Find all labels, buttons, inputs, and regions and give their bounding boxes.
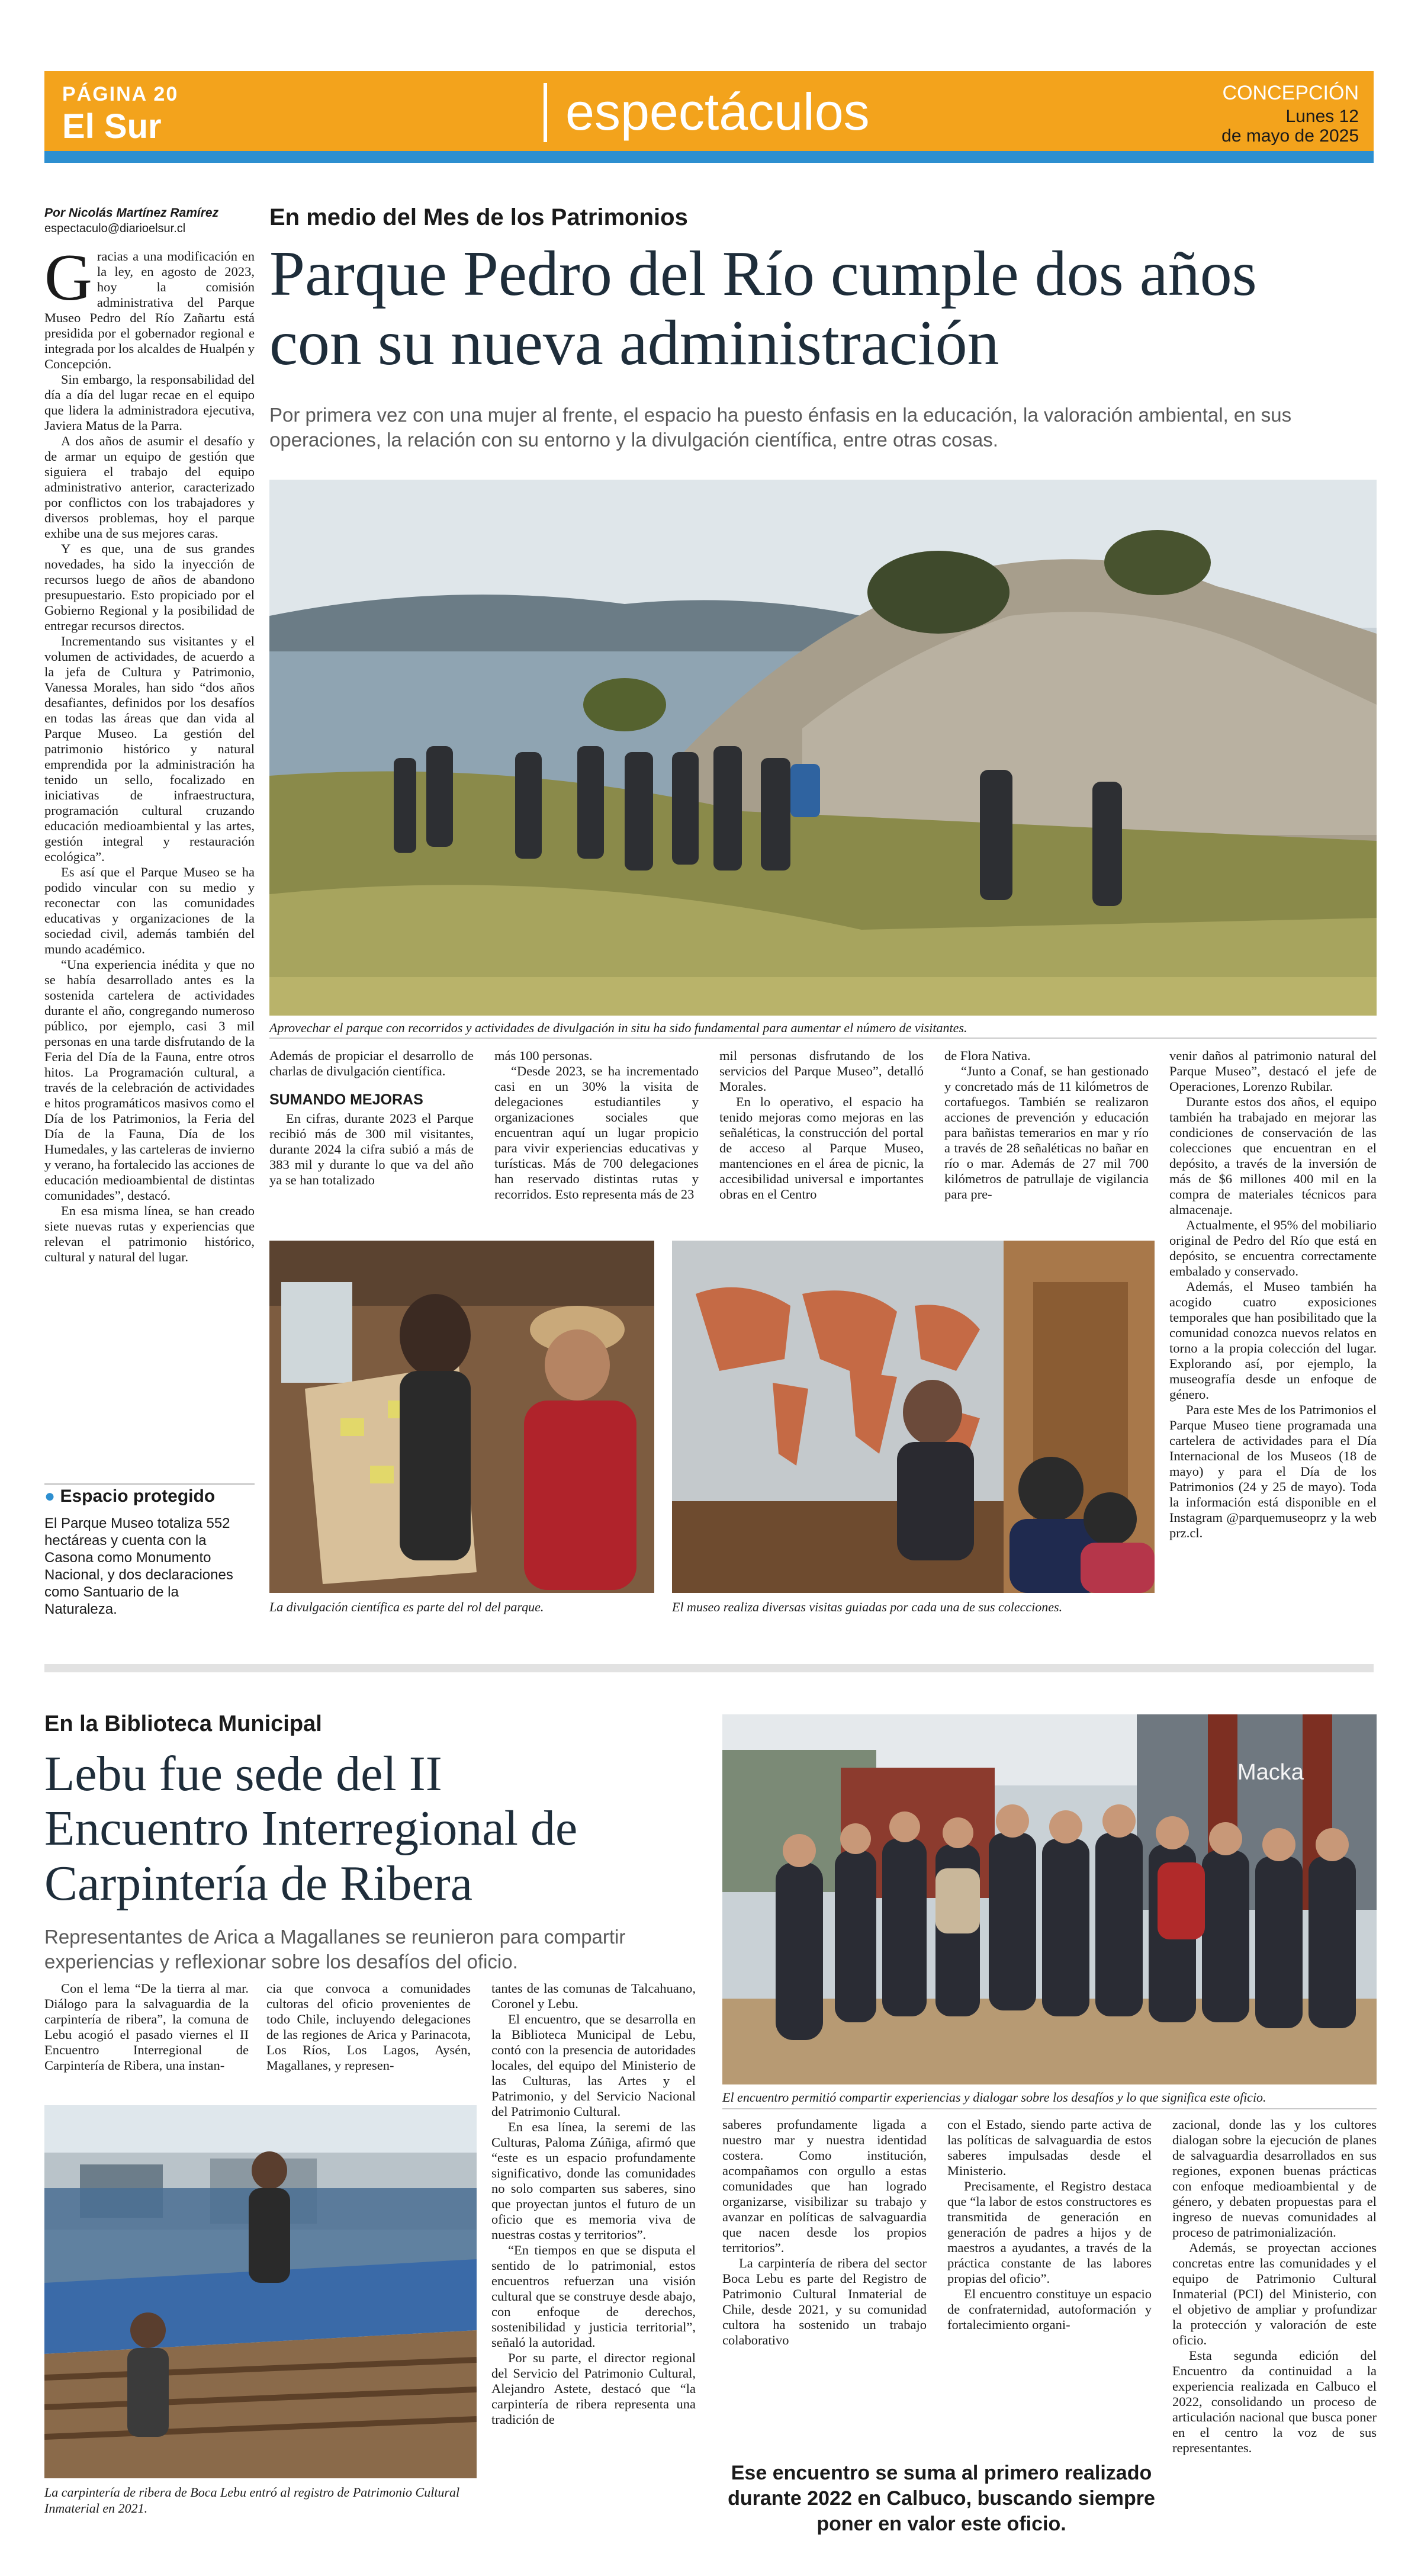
article2-deck: Representantes de Arica a Magallanes se reunieron para compartir experiencias y reflexionar sobre los desafíos del oficio. <box>44 1926 626 1973</box>
byline-email: espectaculo@diarioelsur.cl <box>44 222 186 235</box>
park-photo-illustration <box>269 480 1377 1016</box>
article2-colA <box>44 1981 249 2073</box>
article1-col4 <box>719 1048 924 1202</box>
boat-photo-illustration <box>44 2105 477 2478</box>
headline-line-1: Lebu fue sede del II <box>44 1746 442 1801</box>
paragraph: Además, se proyectan acciones concretas entre las comunidades y el equipo de Patrimonio Cultural Inmaterial (PCI) del Ministerio, con el objetivo de ampliar y profundizar la protección y valoración de este oficio. <box>1172 2240 1377 2347</box>
photo1-caption: Aprovechar el parque con recorridos y actividades de divulgación in situ ha sido fundamental para aumentar el número de visitantes. <box>269 1020 967 1035</box>
paragraph: Además de propiciar el desarrollo de charlas de divulgación científica. <box>269 1048 474 1078</box>
paragraph: El encuentro constituye un espacio de confraternidad, autoformación y fortalecimiento organi- <box>947 2286 1152 2332</box>
header-blue-stripe <box>44 151 1374 163</box>
caption-rule <box>269 1038 1377 1039</box>
photo-boat-carpentry <box>44 2105 477 2478</box>
section-title: espectáculos <box>565 82 870 141</box>
caption-rule <box>722 2108 1377 2109</box>
paragraph: Además, el Museo también ha acogido cuatro exposiciones temporales que han posibilitado que la comunidad conozca nuevos relatos en torno a la propia colección del lugar. Explorando así, por ejemplo, la museografía desde un enfoque de género. <box>1169 1279 1377 1402</box>
box-text: El Parque Museo totaliza 552 hectáreas y cuenta con la Casona como Monumento Nacional, y dos declaraciones como Santuario de la Naturaleza. <box>44 1515 233 1617</box>
paragraph: Por su parte, el director regional del Servicio del Patrimonio Cultural, Alejandro Astete, destacó que “la carpintería de ribera representa una tradición de <box>491 2350 696 2427</box>
photo2-caption: La divulgación científica es parte del rol del parque. <box>269 1599 544 1614</box>
box-title-text: Espacio protegido <box>60 1486 216 1506</box>
article1-col2 <box>269 1048 474 1188</box>
box-divider <box>44 1483 255 1485</box>
paragraph: cia que convoca a comunidades cultoras del oficio provenientes de todo Chile, incluyendo delegaciones de las regiones de Arica y Parinacota, Los Ríos, Los Lagos, Aysén, Magallanes, y represen- <box>266 1981 471 2073</box>
paragraph: En lo operativo, el espacio ha tenido mejoras como mejoras en las señaléticas, la construcción del portal de acceso al Parque Museo, mantenciones en el área de picnic, la accesibilidad universal e importantes obras en el Centro <box>719 1094 924 1202</box>
paragraph: venir daños al patrimonio natural del Parque Museo”, destacó el jefe de Operaciones, Lorenzo Rubilar. <box>1169 1048 1377 1094</box>
paragraph: Con el lema “De la tierra al mar. Diálogo para la salvaguardia de la carpintería de ribera”, la comuna de Lebu acogió el pasado viernes el II Encuentro Interregional de Carpintería de Ribera, una instan- <box>44 1981 249 2073</box>
paragraph: A dos años de asumir el desafío y de armar un equipo de gestión que siguiera el trabajo del equipo administrativo anterior, caracterizado por conflictos con los trabajadores y diversos problemas, hoy el parque exhibe una de sus mejores caras. <box>44 433 255 541</box>
city-label: CONCEPCIÓN <box>1222 82 1359 104</box>
photo5-caption: La carpintería de ribera de Boca Lebu entró al registro de Patrimonio Cultural Inmaterial en 2021. <box>44 2485 460 2516</box>
box-title <box>44 1486 215 1507</box>
paragraph: tantes de las comunas de Talcahuano, Coronel y Lebu. <box>491 1981 696 2011</box>
article2-colD <box>722 2117 927 2348</box>
paragraph: Incrementando sus visitantes y el volumen de actividades, de acuerdo a la jefa de Cultura y Patrimonio, Vanessa Morales, han sido “dos años desafiantes, definidos por los desafíos en todas las áreas que dan vida al Parque Museo. La gestión del patrimonio histórico y natural emprendida por la administración ha tenido un sello, focalizado en iniciativas de infraestructura, programación cultural cruzando educación medioambiental y las artes, gestión integral y restauración ecológica”. <box>44 634 255 864</box>
page-number: PÁGINA 20 <box>62 83 179 105</box>
article1-col1 <box>44 241 255 1265</box>
paragraph: con el Estado, siendo parte activa de las políticas de salvaguardia de estos saberes impulsadas desde el Ministerio. <box>947 2117 1152 2178</box>
science-photo-illustration <box>269 1241 654 1593</box>
headline-line-1: Parque Pedro del Río cumple dos años <box>269 239 1257 309</box>
photo-science-outreach <box>269 1241 654 1593</box>
photo4-caption: El encuentro permitió compartir experiencias y dialogar sobre los desafíos y lo que significa este oficio. <box>722 2090 1266 2105</box>
paragraph: El encuentro, que se desarrolla en la Biblioteca Municipal de Lebu, contó con la presencia de autoridades locales, del equipo del Ministerio de las Culturas, las Artes y el Patrimonio, y del Servicio Nacional del Patrimonio Cultural. <box>491 2012 696 2119</box>
pull-quote: Ese encuentro se suma al primero realizado durante 2022 en Calbuco, buscando siempre poner en valor este oficio. <box>728 2462 1155 2535</box>
paragraph: mil personas disfrutando de los servicios del Parque Museo”, detalló Morales. <box>719 1048 924 1094</box>
article2-colE <box>947 2117 1152 2333</box>
headline-line-2: con su nueva administración <box>269 307 999 378</box>
header-separator <box>544 83 547 142</box>
paragraph: “En tiempos en que se disputa el sentido de lo patrimonial, estos encuentros refuerzan una visión cultural que se construye desde abajo, con enfoque de derechos, sostenibilidad y justicia territorial”, señaló la autoridad. <box>491 2243 696 2350</box>
photo3-caption: El museo realiza diversas visitas guiadas por cada una de sus colecciones. <box>672 1599 1063 1614</box>
article2-colC <box>491 1981 696 2427</box>
article-divider <box>44 1664 1374 1672</box>
article2-kicker: En la Biblioteca Municipal <box>44 1711 322 1736</box>
paragraph: zacional, donde las y los cultores dialogan sobre la ejecución de planes de salvaguardia desarrollados en sus regiones, exponen buenas prácticas con enfoque medioambiental y de género, y debaten propuestas para el ingreso de nuevas comunidades al proceso de patrimonialización. <box>1172 2117 1377 2240</box>
article2-colF <box>1172 2117 1377 2456</box>
paragraph: Esta segunda edición del Encuentro da continuidad a la experiencia realizada en Calbuco el 2022, consolidando un proceso de articulación nacional que busca poner en el centro la voz de sus representantes. <box>1172 2348 1377 2455</box>
headline-line-3: Carpintería de Ribera <box>44 1855 473 1911</box>
article1-headline <box>269 240 1377 378</box>
paragraph: Para este Mes de los Patrimonios el Parque Museo tiene programada una cartelera de actividades para el Día Internacional de los Museos (18 de mayo) y para el Día de los Patrimonios (24 y 25 de mayo). Toda la información está disponible en el Instagram @parquemuseoprz y la web prz.cl. <box>1169 1402 1377 1540</box>
date-month-year: de mayo de 2025 <box>1221 126 1359 146</box>
article1-col6 <box>1169 1048 1377 1541</box>
article1-col3 <box>494 1048 699 1202</box>
paragraph: saberes profundamente ligada a nuestro mar y nuestra identidad costera. Como institución, acompañamos con orgullo a estas comunidades que han logrado organizarse, visibilizar su trabajo y avanzar en políticas de salvaguardia que nacen desde los propios territorios”. <box>722 2117 927 2255</box>
bullet-icon: ● <box>44 1486 56 1506</box>
photo-group-encounter <box>722 1714 1377 2084</box>
dropcap: G <box>44 241 92 314</box>
paragraph: Precisamente, el Registro destaca que “la labor de estos constructores es transmitida de generación en generación de padres a hijos y de maestros a ayudantes, a través de la práctica constante de las labores propias del oficio”. <box>947 2179 1152 2286</box>
paragraph: “Junto a Conaf, se han gestionado y concretado más de 11 kilómetros de cortafuegos. También se realizaron acciones de prevención y educación para bañistas temerarios en mar y río a través de 28 señaléticas no bañar en río o mar. Además de 27 mil 700 kilómetros de patrullaje de vigilancia para pre- <box>944 1064 1149 1202</box>
paragraph: “Desde 2023, se ha incrementado casi en un 30% la visita de delegaciones estudiantiles y organizaciones sociales que encuentran aquí un lugar propicio para vivir experiencias educativas y turísticas. Más de 700 delegaciones han reservado distintas rutas y recorridos. Esto representa más de 23 <box>494 1064 699 1202</box>
paragraph: Y es que, una de sus grandes novedades, ha sido la inyección de recursos luego de años de abandono presupuestario. Esto propiciado por el Gobierno Regional y la posibilidad de entregar recursos directos. <box>44 541 255 633</box>
paragraph: Actualmente, el 95% del mobiliario original de Pedro del Río que está en depósito, se encuentra correctamente embalado y conservado. <box>1169 1218 1377 1279</box>
paragraph: Sin embargo, la responsabilidad del día a día del lugar recae en el equipo que lidera la administradora ejecutiva, Javiera Matus de la Parra. <box>44 372 255 433</box>
article2-colB <box>266 1981 471 2073</box>
paragraph: más 100 personas. <box>494 1048 593 1063</box>
byline: Por Nicolás Martínez Ramírez <box>44 206 219 220</box>
headline-line-2: Encuentro Interregional de <box>44 1801 578 1856</box>
group-photo-illustration <box>722 1714 1377 2084</box>
article2-headline <box>44 1747 713 1911</box>
paragraph: de Flora Nativa. <box>944 1048 1031 1063</box>
article1-kicker: En medio del Mes de los Patrimonios <box>269 204 688 230</box>
date-day: Lunes 12 <box>1285 107 1359 126</box>
photo-museum-map <box>672 1241 1155 1593</box>
paragraph: Es así que el Parque Museo se ha podido vincular con su medio y reconectar con las comunidades educativas y organizaciones de la sociedad civil, además también del mundo académico. <box>44 865 255 956</box>
date-label <box>1122 107 1359 146</box>
newspaper-name: El Sur <box>62 107 162 146</box>
paragraph: En esa misma línea, se han creado siete nuevas rutas y experiencias que relevan el patrimonio histórico, cultural y natural del lugar. <box>44 1203 255 1264</box>
article1-deck: Por primera vez con una mujer al frente, el espacio ha puesto énfasis en la educación, la valoración ambiental, en sus operaciones, la relación con su entorno y la divulgación científica, entre otras cosas. <box>269 404 1292 451</box>
paragraph: En esa línea, la seremi de las Culturas, Paloma Zúñiga, afirmó que “este es un espacio profundamente significativo, donde las comunidades no solo comparten sus saberes, sino que proyectan juntos el futuro de un oficio que es memoria viva de nuestras costas y territorios”. <box>491 2119 696 2242</box>
paragraph: La carpintería de ribera del sector Boca Lebu es parte del Registro de Patrimonio Cultural Inmaterial de Chile, desde 2021, y su comunidad cultora ha sostenido un trabajo colaborativo <box>722 2256 927 2347</box>
paragraph: “Una experiencia inédita y que no se había desarrollado antes es la sostenida cartelera de actividades durante el año, congregando numeroso público, por ejemplo, casi 3 mil personas en una tarde disfrutando de la Feria del Día de la Fauna, entre otros hitos. La Programación cultural, a través de la celebración de actividades e hitos programáticos masivos como el Día de los Patrimonios, la Feria del Día de la Fauna, Día de los Humedales, y las carteleras de invierno y verano, ha fortalecido las acciones de educación medioambiental de distintas comunidades”, destacó. <box>44 957 255 1203</box>
subhead: SUMANDO MEJORAS <box>269 1091 423 1108</box>
paragraph: racias a una modificación en la ley, en agosto de 2023, hoy la comisión administrativa del Parque Museo Pedro del Río Zañartu está presidida por el gobernador regional e integrada por los alcaldes de Hualpén y Concepción. <box>44 249 255 371</box>
sign-text: Macka <box>1237 1760 1304 1785</box>
photo-park-visitors <box>269 480 1377 1016</box>
article1-col5 <box>944 1048 1149 1202</box>
paragraph: En cifras, durante 2023 el Parque recibió más de 300 mil visitantes, durante 2024 la cifra subió a más de 383 mil y durante lo que va del año ya se han totalizado <box>269 1111 474 1187</box>
museum-photo-illustration <box>672 1241 1155 1593</box>
paragraph: Durante estos dos años, el equipo también ha trabajado en mejorar las condiciones de conservación de las colecciones que encuentran en el depósito, a través de la inversión de más de $6 millones 400 mil en la compra de materiales técnicos para almacenaje. <box>1169 1094 1377 1217</box>
